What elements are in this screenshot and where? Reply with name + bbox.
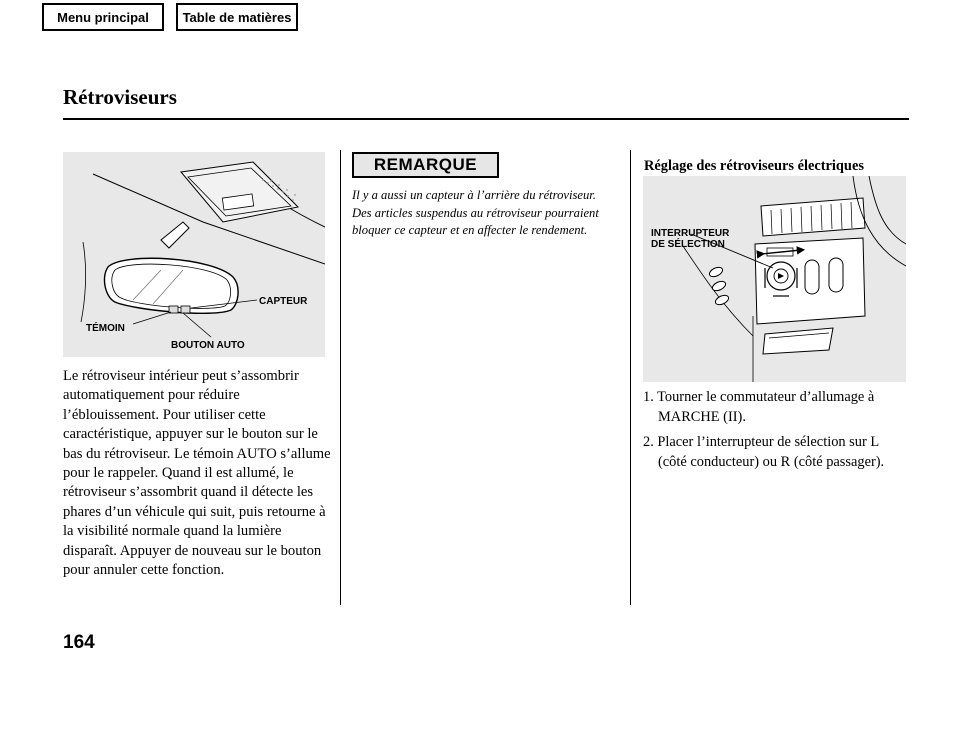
auto-button-label: BOUTON AUTO [171, 340, 245, 351]
sensor-label: CAPTEUR [259, 296, 308, 307]
remarque-note: Il y a aussi un capteur à l’arrière du rétroviseur. Des articles suspendus au rétroviseur pourraient bloquer ce capteur et en affecter le rendement. [352, 188, 599, 238]
switch-drawing [643, 176, 906, 382]
mirror-illustration [63, 152, 325, 357]
selector-label-line2: DE SÉLECTION [651, 239, 725, 250]
step-item [643, 388, 905, 427]
table-of-contents-button[interactable]: Table de matières [176, 3, 298, 31]
title-divider [63, 118, 909, 120]
selector-label-line1: INTERRUPTEUR [651, 228, 730, 239]
mirror-drawing [63, 152, 325, 357]
section-heading: Réglage des rétroviseurs électriques [644, 158, 864, 174]
remarque-badge: REMARQUE [352, 152, 499, 178]
mirror-description: Le rétroviseur intérieur peut s’assombrir automatiquement pour réduire l’éblouissement. Pour utiliser cette caractéristique, appuyer sur le bouton sur le bas du rétroviseur. Le témoin AUTO s’allume pour le rappeler. Quand il est allumé, le rétroviseur s’assombrit quand il détecte les phares d’un véhicule qui suit, puis retourne à la visibilité normale quand la lumière disparaît. Appuyer de nouveau sur le bouton pour annuler cette fonction. [63, 368, 331, 579]
page-number: 164 [63, 632, 95, 653]
step-item [643, 433, 905, 472]
step-1-line2: MARCHE (II). [658, 408, 746, 425]
selector-switch-illustration [643, 176, 906, 382]
page-title: Rétroviseurs [63, 85, 177, 109]
steps-list [643, 388, 905, 478]
indicator-label: TÉMOIN [86, 323, 125, 334]
step-2-line1: 2. Placer l’interrupteur de sélection sur L [643, 434, 880, 451]
step-2-line2: (côté conducteur) ou R (côté passager). [658, 453, 885, 470]
column-divider-left [340, 150, 341, 605]
step-1-line1: 1. Tourner le commutateur d’allumage à [643, 389, 875, 405]
main-menu-button[interactable]: Menu principal [42, 3, 164, 31]
column-divider-right [630, 150, 631, 605]
